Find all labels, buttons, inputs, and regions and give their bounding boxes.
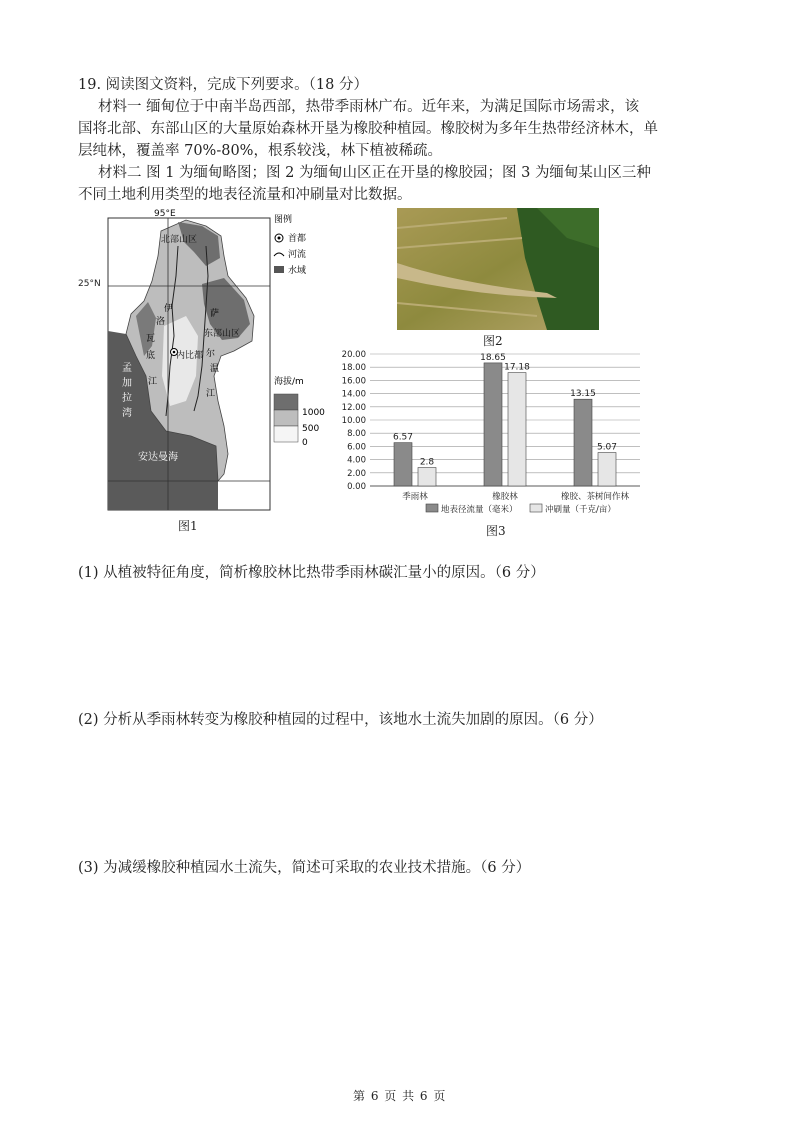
east-mountain-label: 东部山区: [204, 329, 241, 339]
legend-river-icon: [274, 253, 284, 256]
x-category-label: 季雨林: [402, 492, 428, 502]
question-2: (2) 分析从季雨林转变为橡胶种植园的过程中，该地水土流失加剧的原因。（6 分）: [78, 712, 603, 728]
x-category-label: 橡胶、茶树间作林: [560, 492, 630, 502]
legend-label-1: 冲刷量（千克/亩）: [545, 505, 616, 515]
bar-erosion: [418, 468, 436, 486]
latitude-label: 25°N: [78, 279, 101, 289]
salween-char-1: 萨: [210, 309, 220, 319]
elev-500-label: 500: [302, 424, 320, 434]
sea-bengal-char-4: 湾: [122, 408, 132, 419]
elev-low-swatch: [274, 426, 298, 442]
elev-mid-swatch: [274, 410, 298, 426]
sea-bengal-char-3: 拉: [122, 393, 132, 404]
sea-bengal-char-1: 孟: [122, 363, 132, 374]
runoff-chart: [334, 346, 654, 522]
legend-capital-dot: [278, 237, 281, 240]
page-footer: 第 6 页 共 6 页: [353, 1089, 447, 1103]
sea-andaman-label: 安达曼海: [138, 452, 178, 463]
legend-swatch-1: [530, 504, 542, 512]
north-mountain-label: 北部山区: [161, 235, 198, 245]
elev-1000-label: 1000: [302, 408, 325, 418]
figure1-caption: 图1: [178, 519, 198, 533]
y-tick-label: 0.00: [347, 482, 366, 492]
bar-value-label: 13.15: [570, 389, 596, 400]
figure3-caption: 图3: [486, 524, 506, 538]
bar-value-label: 6.57: [392, 432, 414, 443]
material2-line-1: 材料二 图 1 为缅甸略图；图 2 为缅甸山区正在开垦的橡胶园；图 3 为缅甸某山区三种: [98, 165, 651, 181]
y-tick-label: 16.00: [341, 376, 366, 387]
bar-erosion: [598, 453, 616, 486]
irrawaddy-char-4: 底: [146, 351, 156, 361]
y-tick-label: 4.00: [347, 455, 366, 466]
y-tick-label: 18.00: [341, 363, 366, 374]
myanmar-map: [106, 206, 272, 512]
irrawaddy-char-5: 江: [148, 377, 158, 387]
salween-char-2: 尔: [206, 349, 216, 359]
bar-runoff: [394, 443, 412, 486]
y-tick-label: 2.00: [347, 468, 366, 479]
y-tick-label: 6.00: [347, 442, 366, 453]
question-3: (3) 为减缓橡胶种植园水土流失，简述可采取的农业技术措施。（6 分）: [78, 860, 531, 876]
legend-title: 图例: [274, 215, 293, 225]
capital-dot: [173, 351, 176, 354]
elev-high-swatch: [274, 394, 298, 410]
x-category-label: 橡胶林: [492, 492, 518, 502]
irrawaddy-char-3: 瓦: [146, 334, 156, 344]
legend-water-icon: [274, 266, 284, 273]
bar-erosion: [508, 373, 526, 486]
map-legend: [272, 212, 342, 452]
irrawaddy-char-2: 洛: [156, 317, 166, 327]
material2-line-2: 不同土地利用类型的地表径流量和冲刷量对比数据。: [78, 187, 412, 203]
legend-water-label: 水域: [288, 266, 307, 276]
elev-0-label: 0: [302, 438, 308, 448]
sea-bengal-char-2: 加: [122, 378, 132, 389]
material1-line-1: 材料一 缅甸位于中南半岛西部，热带季雨林广布。近年来，为满足国际市场需求，该: [98, 99, 640, 115]
material1-line-3: 层纯林，覆盖率 70%-80%，根系较浅，林下植被稀疏。: [78, 143, 442, 159]
bar-value-label: 17.18: [504, 362, 530, 373]
question-1: (1) 从植被特征角度，简析橡胶林比热带季雨林碳汇量小的原因。（6 分）: [78, 565, 545, 581]
y-tick-label: 20.00: [341, 350, 366, 360]
bar-value-label: 18.65: [480, 352, 506, 363]
legend-swatch-0: [426, 504, 438, 512]
y-tick-label: 12.00: [341, 402, 366, 413]
legend-river-label: 河流: [288, 250, 307, 260]
y-tick-label: 10.00: [341, 416, 366, 426]
irrawaddy-char-1: 伊: [164, 304, 174, 314]
capital-label: 内比都: [176, 351, 204, 361]
question-header: 19. 阅读图文资料，完成下列要求。（18 分）: [78, 77, 368, 93]
material1-line-2: 国将北部、东部山区的大量原始森林开垦为橡胶种植园。橡胶树为多年生热带经济林木，单: [78, 121, 658, 137]
bar-value-label: 5.07: [596, 442, 618, 453]
longitude-label: 95°E: [154, 209, 176, 219]
salween-char-3: 温: [210, 364, 220, 374]
elev-title: 海拔/m: [274, 377, 304, 387]
bar-value-label: 2.8: [419, 457, 435, 468]
y-tick-label: 8.00: [347, 429, 366, 440]
figure2-caption: 图2: [483, 334, 503, 348]
rubber-plantation-photo: [397, 208, 599, 330]
y-tick-label: 14.00: [341, 389, 366, 400]
legend-label-0: 地表径流量（毫米）: [441, 505, 518, 515]
bar-runoff: [484, 363, 502, 486]
legend-capital-label: 首都: [288, 234, 307, 244]
salween-char-4: 江: [206, 389, 216, 399]
bar-runoff: [574, 399, 592, 486]
